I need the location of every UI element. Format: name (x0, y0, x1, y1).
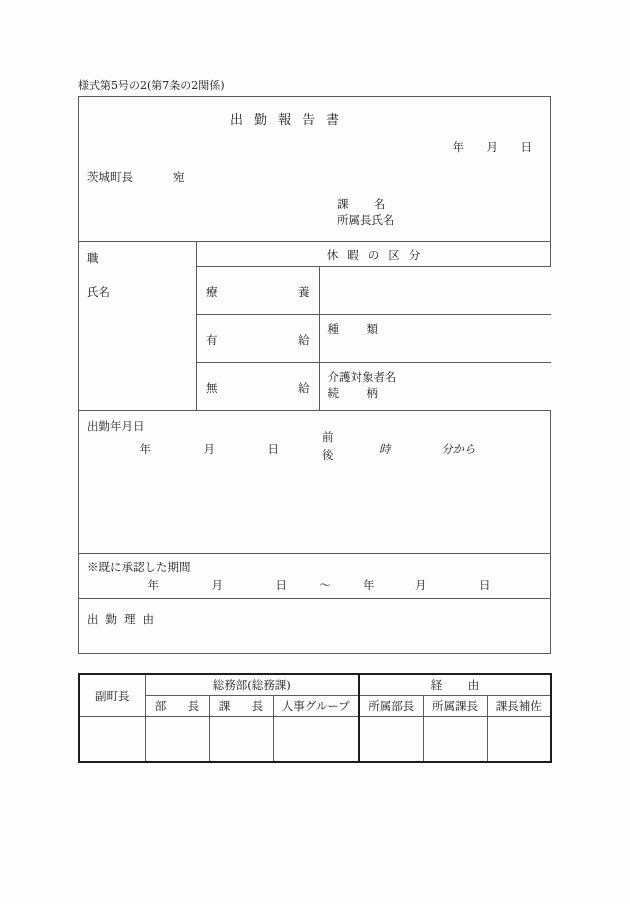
leave-value-medical[interactable] (319, 267, 551, 315)
column-bucho (145, 696, 209, 717)
approval-column-row (79, 696, 551, 717)
column-hr-group-label: 人事グループ (281, 699, 350, 713)
stamp-cell-kacho[interactable] (209, 717, 273, 763)
leave-kind-paid-right: 給 (298, 333, 310, 347)
job-title-label: 職 (87, 251, 99, 265)
approved-period-row (79, 554, 551, 599)
attendance-day-label: 日 (267, 442, 279, 456)
column-kacho-hosa (487, 696, 551, 717)
approved-period-title: ※既に承認した期間 (87, 560, 191, 574)
column-affiliated-bucho (359, 696, 423, 717)
leave-kind-paid-left: 有 (206, 333, 218, 347)
ampm-selector[interactable] (322, 429, 334, 465)
leave-kind-paid (197, 315, 319, 363)
column-kacho-label: 課 長 (218, 699, 269, 713)
reason-title: 出勤理由 (87, 612, 161, 626)
leave-value-unpaid[interactable] (319, 363, 551, 411)
stamp-cell-affiliated-bucho[interactable] (359, 717, 423, 763)
deputy-mayor-label: 副町長 (95, 688, 130, 703)
addressee-name: 茨城町長 (87, 170, 133, 184)
header-row (79, 97, 551, 242)
column-bucho-label: 部 長 (154, 699, 205, 713)
period-end-month-label: 月 (415, 578, 427, 592)
approved-period-cell[interactable] (79, 554, 551, 599)
period-start-year-label: 年 (147, 578, 159, 592)
via-label: 経 由 (430, 678, 487, 692)
document-title: 出勤報告書 (229, 113, 350, 128)
attendance-row (79, 411, 551, 554)
employee-leave-row (79, 242, 551, 267)
attendance-minute-label: 分から (441, 442, 476, 456)
leave-classification-header (197, 242, 551, 267)
main-form-table (78, 96, 551, 654)
header-cell (79, 97, 551, 242)
care-target-name-label: 介護対象者名 (327, 370, 397, 384)
form-number: 様式第5号の2(第7条の2関係) (78, 79, 225, 92)
submission-date (453, 139, 533, 155)
leave-kind-unpaid-right: 給 (298, 381, 310, 395)
leave-kind-unpaid-left: 無 (206, 381, 218, 395)
general-affairs-label: 総務部(総務課) (212, 678, 291, 692)
employee-name-label: 氏名 (87, 285, 110, 299)
period-end-year-label: 年 (363, 578, 375, 592)
leave-subtable (197, 267, 551, 410)
leave-kind-medical-left: 療 (206, 285, 218, 299)
signer-block (337, 197, 395, 228)
attendance-time-line (379, 441, 476, 457)
stamp-cell-affiliated-kacho[interactable] (423, 717, 487, 763)
via-header (359, 674, 551, 696)
column-kacho-hosa-label: 課長補佐 (495, 699, 542, 713)
leave-kind-unpaid (197, 363, 319, 411)
care-relationship-label: 続 柄 (327, 385, 386, 400)
approval-group-row (79, 674, 551, 696)
reason-cell[interactable] (79, 599, 551, 654)
column-affiliated-bucho-label: 所属部長 (368, 699, 415, 713)
approval-signature-table (78, 673, 552, 763)
column-hr-group (273, 696, 359, 717)
attendance-hour-label: 時 (379, 442, 391, 456)
attendance-year-label: 年 (139, 442, 151, 456)
reason-row (79, 599, 551, 654)
leave-kind-medical-right: 養 (298, 285, 310, 299)
stamp-cell-kacho-hosa[interactable] (487, 717, 551, 763)
employee-cell (79, 242, 197, 411)
stamp-cell-hr-group[interactable] (273, 717, 359, 763)
date-year-label: 年 (452, 140, 464, 154)
period-start-day-label: 日 (275, 578, 287, 592)
section-name-label: 課 名 (337, 197, 393, 211)
column-affiliated-kacho (423, 696, 487, 717)
general-affairs-header (145, 674, 359, 696)
stamp-cell-deputy-mayor[interactable] (79, 717, 145, 763)
approved-period-line (87, 577, 491, 593)
leave-classification-label: 休暇の区分 (326, 248, 430, 262)
supervisor-name-label: 所属長氏名 (337, 212, 395, 227)
date-month-label: 月 (486, 140, 498, 154)
attendance-month-label: 月 (203, 442, 215, 456)
pm-label: 後 (322, 447, 334, 462)
approval-stamp-row (79, 717, 551, 763)
leave-detail-cell (197, 267, 551, 411)
leave-type-label: 種 類 (327, 322, 386, 336)
leave-kind-medical (197, 267, 319, 315)
stamp-cell-bucho[interactable] (145, 717, 209, 763)
attendance-cell[interactable] (79, 411, 551, 554)
column-kacho (209, 696, 273, 717)
am-label: 前 (322, 430, 334, 444)
attendance-date-line (87, 441, 279, 457)
attendance-date-title: 出勤年月日 (87, 419, 145, 433)
period-range-separator: ～ (319, 578, 331, 592)
column-affiliated-kacho-label: 所属課長 (432, 699, 479, 713)
addressee-suffix: 宛 (173, 170, 185, 184)
leave-row-paid (197, 315, 551, 363)
addressee-line (87, 169, 185, 185)
leave-row-medical (197, 267, 551, 315)
deputy-mayor-header (79, 674, 145, 717)
leave-value-paid[interactable] (319, 315, 551, 363)
date-day-label: 日 (520, 140, 532, 154)
period-end-day-label: 日 (479, 578, 491, 592)
period-start-month-label: 月 (211, 578, 223, 592)
leave-row-unpaid (197, 363, 551, 411)
